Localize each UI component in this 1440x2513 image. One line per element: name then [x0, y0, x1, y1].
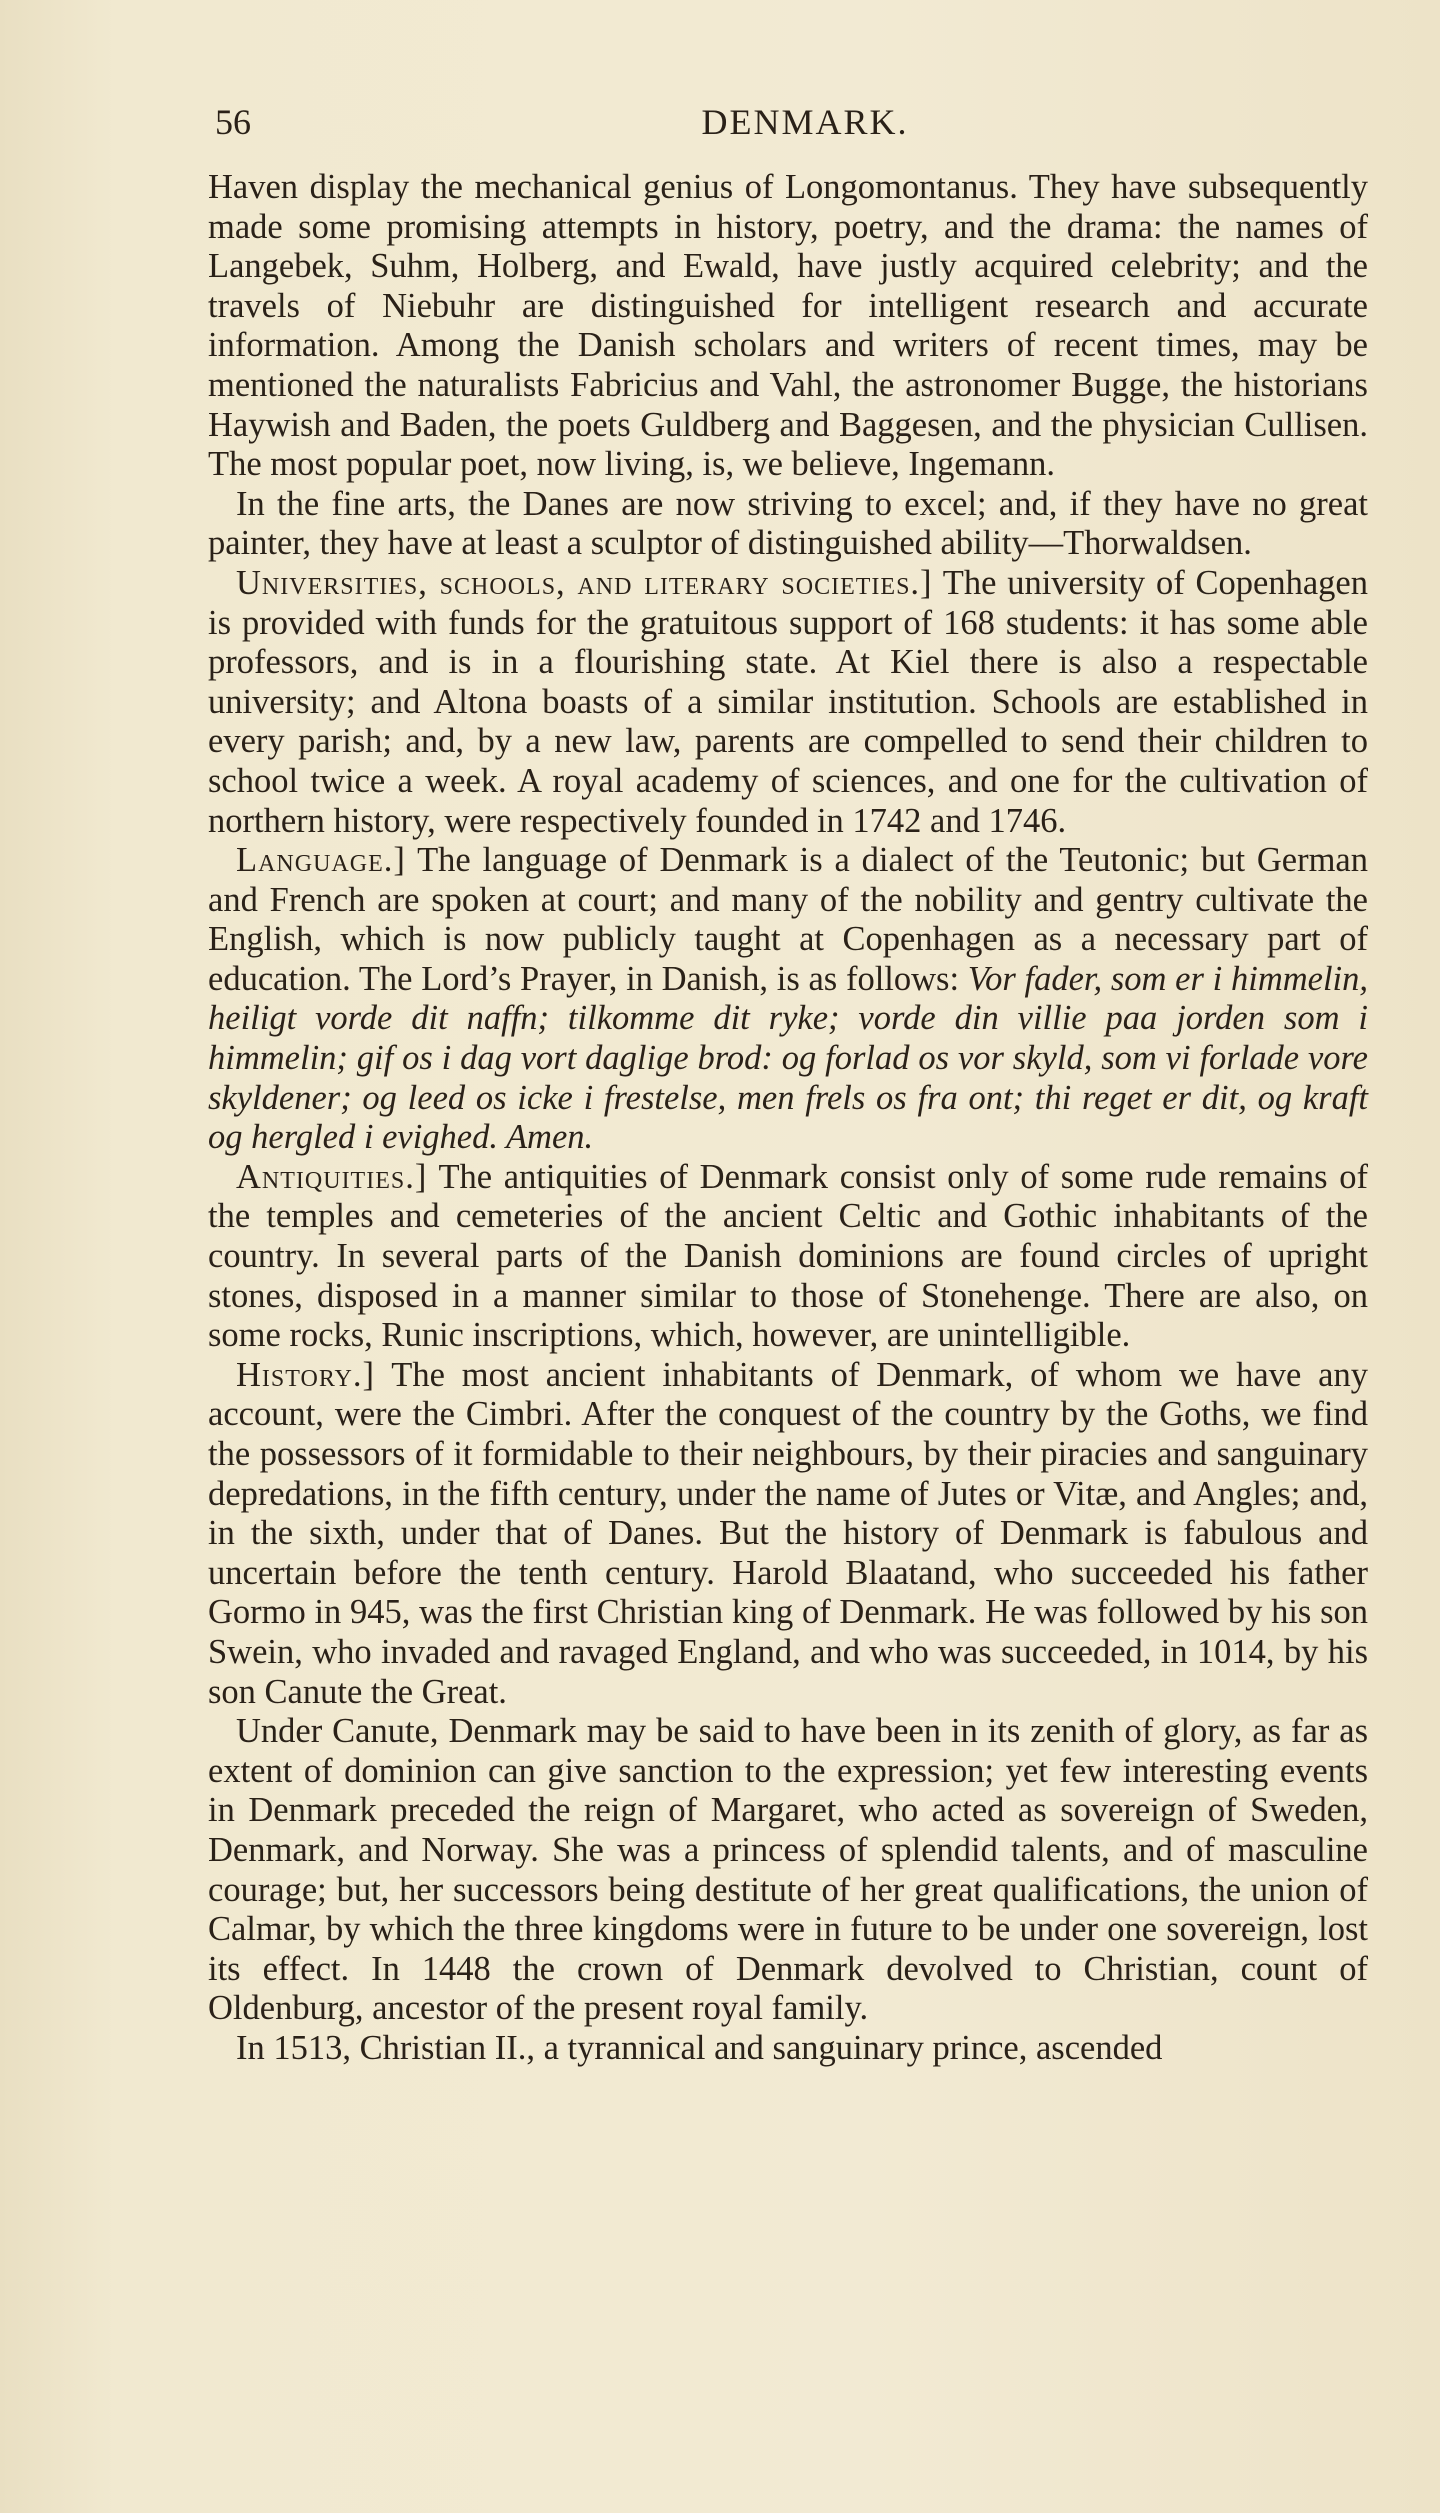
- section-heading-language: Language.]: [236, 841, 406, 880]
- running-title: DENMARK.: [701, 102, 909, 142]
- paragraph-christian-ii: In 1513, Christian II., a tyrannical and sanguinary prince, ascended: [236, 2028, 1163, 2067]
- paragraph-language: [208, 841, 1368, 1158]
- paragraph-universities-text: The university of Copenhagen is provided with funds for the gratuitous support of 168 students: it has some able professors, and is in a flourishing state. At Kiel there is also a respectable university; and Altona boasts of a similar institution. Schools are established in every parish; and, by a new law, parents are compelled to send their children to school twice a week. A royal academy of sciences, and one for the cultivation of northern history, were respectively founded in 1742 and 1746.: [208, 563, 1368, 840]
- paragraph-antiquities: [208, 1158, 1368, 1356]
- paragraph-language-text: The language of Denmark is a dialect of the Teutonic; but German and French are spoken at court; and many of the nobility and gentry cultivate the English, which is now publicly taught at Copenhagen as a necessary part of education. The Lord’s Prayer, in Danish, is as follows:: [208, 841, 1368, 998]
- paragraph-universities: [208, 564, 1368, 841]
- paragraph-history: [208, 1356, 1368, 1712]
- section-heading-history: History.]: [236, 1355, 375, 1394]
- paragraph-history-text: The most ancient inhabitants of Denmark, of whom we have any account, were the Cimbri. After the conquest of the country by the Goths, we find the possessors of it formidable to their neighbours, by their piracies and sanguinary depredations, in the fifth century, under the name of Jutes or Vitæ, and Angles; and, in the sixth, under that of Danes. But the history of Denmark is fabulous and uncertain before the tenth century. Harold Blaatand, who succeeded his father Gormo in 945, was the first Christian king of Denmark. He was followed by his son Swein, who invaded and ravaged England, and who was succeeded, in 1014, by his son Canute the Great.: [208, 1355, 1368, 1711]
- paragraph-canute: Under Canute, Denmark may be said to have been in its zenith of glory, as far as extent of dominion can give sanction to the expression; yet few interesting events in Denmark preceded the reign of Margaret, who acted as sovereign of Sweden, Denmark, and Norway. She was a princess of splendid talents, and of masculine courage; but, her successors being destitute of her great qualifications, the union of Calmar, by which the three kingdoms were in future to be under one sovereign, lost its effect. In 1448 the crown of Denmark devolved to Christian, count of Oldenburg, ancestor of the present royal family.: [208, 1712, 1368, 2028]
- page-header: [215, 100, 1395, 160]
- paragraph-antiquities-text: The antiquities of Denmark consist only of some rude remains of the temples and cemeteries of the ancient Celtic and Gothic inhabitants of the country. In several parts of the Danish dominions are found circles of upright stones, disposed in a manner similar to those of Stonehenge. There are also, on some rocks, Runic inscriptions, which, however, are unintelligible.: [208, 1157, 1368, 1355]
- body-text: [208, 168, 1368, 2069]
- paragraph-fine-arts: In the fine arts, the Danes are now striving to excel; and, if they have no great painter, they have at least a sculptor of distinguished ability—Thorwaldsen.: [208, 484, 1368, 563]
- paragraph-naturalists: Haven display the mechanical genius of Longomontanus. They have subsequently made some promising attempts in history, poetry, and the drama: the names of Langebek, Suhm, Holberg, and Ewald, have justly acquired celebrity; and the travels of Niebuhr are distinguished for intelligent research and accurate information. Among the Danish scholars and writers of recent times, may be mentioned the naturalists Fabricius and Vahl, the astronomer Bugge, the historians Haywish and Baden, the poets Guldberg and Baggesen, and the physician Cullisen. The most popular poet, now living, is, we believe, Ingemann.: [208, 168, 1368, 484]
- lords-prayer-danish: Vor fader, som er i himmelin, heiligt vorde dit naffn; tilkomme dit ryke; vorde din villie paa jorden som i himmelin; gif os i dag vort daglige brod: og forlad os vor skyld, som vi forlade vore skyldener; og leed os icke i frestelse, men frels os fra ont; thi reget er dit, og kraft og hergled i evighed. Amen.: [208, 959, 1369, 1157]
- page-number: 56: [215, 102, 251, 142]
- section-heading-antiquities: Antiquities.]: [236, 1157, 428, 1196]
- section-heading-universities: Universities, schools, and literary societies.]: [236, 563, 933, 602]
